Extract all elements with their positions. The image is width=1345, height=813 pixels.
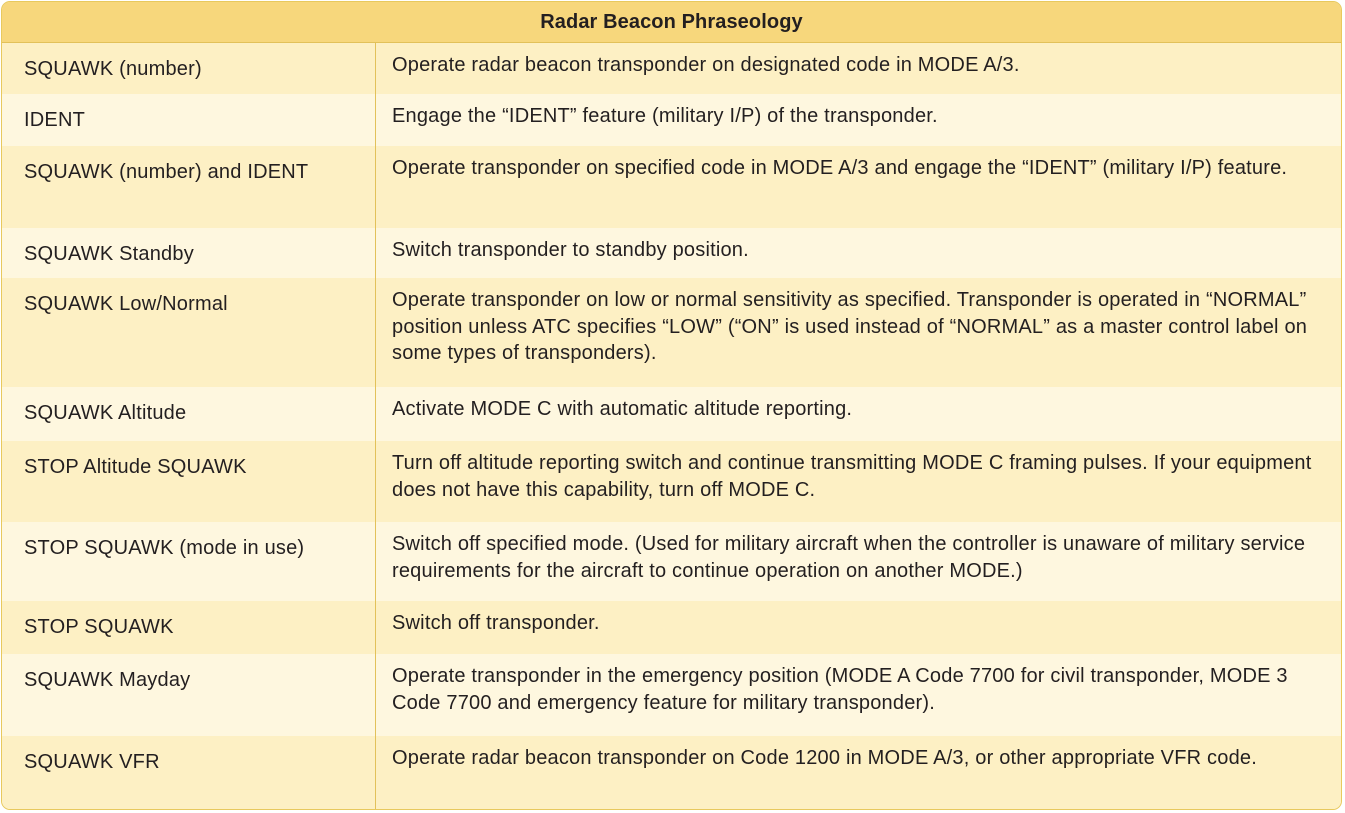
term-cell: SQUAWK Standby xyxy=(24,243,194,265)
definition-cell: Switch off transponder. xyxy=(392,612,600,634)
table-row xyxy=(2,228,1341,278)
table-body xyxy=(2,43,1341,810)
definition-cell: Operate transponder on low or normal sensitivity as specified. Transponder is operated in “NORMAL” position unless ATC specifies “LOW” (“ON” is used instead of “NORMAL” as a master control label on some types of transponders). xyxy=(392,289,1308,364)
table-row xyxy=(2,736,1341,810)
table-title: Radar Beacon Phraseology xyxy=(2,2,1341,43)
definition-cell: Operate transponder on specified code in MODE A/3 and engage the “IDENT” (military I/P) feature. xyxy=(392,157,1288,179)
table-row xyxy=(2,94,1341,146)
table-row xyxy=(2,441,1341,522)
definition-cell: Operate radar beacon transponder on designated code in MODE A/3. xyxy=(392,54,1020,76)
table-row xyxy=(2,278,1341,387)
definition-cell: Engage the “IDENT” feature (military I/P) of the transponder. xyxy=(392,105,938,127)
term-cell: SQUAWK Mayday xyxy=(24,669,191,691)
term-cell: SQUAWK (number) and IDENT xyxy=(24,161,309,183)
term-cell: IDENT xyxy=(24,109,85,131)
table-row xyxy=(2,387,1341,441)
definition-cell: Operate transponder in the emergency position (MODE A Code 7700 for civil transponder, MODE 3 Code 7700 and emergency feature for military transponder). xyxy=(392,665,1288,714)
term-cell: SQUAWK Altitude xyxy=(24,402,187,424)
definition-cell: Turn off altitude reporting switch and continue transmitting MODE C framing pulses. If your equipment does not have this capability, turn off MODE C. xyxy=(392,452,1312,501)
term-cell: SQUAWK VFR xyxy=(24,751,160,773)
term-cell: STOP SQUAWK (mode in use) xyxy=(24,537,305,559)
phraseology-table xyxy=(1,1,1342,810)
definition-cell: Switch off specified mode. (Used for military aircraft when the controller is unaware of military service requirements for the aircraft to continue operation on another MODE.) xyxy=(392,533,1306,582)
table-row xyxy=(2,654,1341,736)
term-cell: SQUAWK (number) xyxy=(24,58,202,80)
table-row xyxy=(2,146,1341,228)
table-row xyxy=(2,601,1341,654)
column-divider xyxy=(375,43,376,810)
definition-cell: Operate radar beacon transponder on Code 1200 in MODE A/3, or other appropriate VFR code. xyxy=(392,747,1257,769)
term-cell: SQUAWK Low/Normal xyxy=(24,293,228,315)
term-cell: STOP SQUAWK xyxy=(24,616,174,638)
term-cell: STOP Altitude SQUAWK xyxy=(24,456,247,478)
table-row xyxy=(2,522,1341,601)
definition-cell: Switch transponder to standby position. xyxy=(392,239,749,261)
definition-cell: Activate MODE C with automatic altitude reporting. xyxy=(392,398,853,420)
table-row xyxy=(2,43,1341,94)
